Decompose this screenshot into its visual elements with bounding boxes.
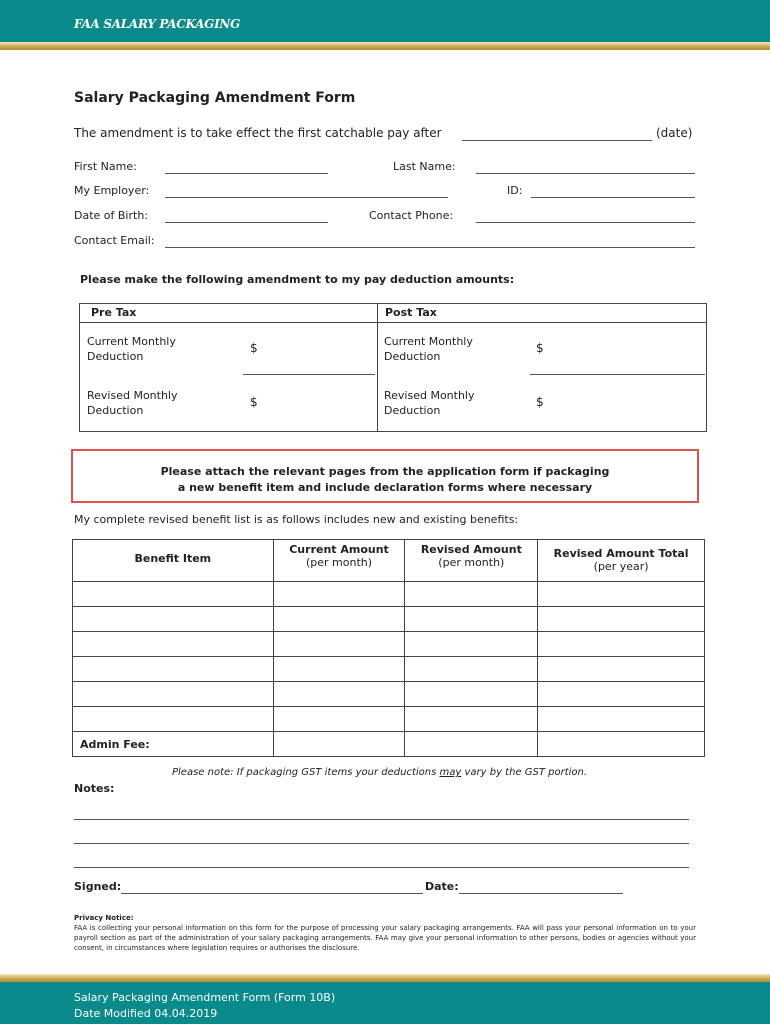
table-row[interactable] bbox=[73, 607, 705, 632]
post-current-label: Current Monthly Deduction bbox=[384, 335, 473, 363]
pre-revised-label: Revised Monthly Deduction bbox=[87, 389, 178, 417]
pre-current-amount-field[interactable] bbox=[243, 374, 375, 375]
dob-label: Date of Birth: bbox=[74, 209, 149, 222]
signed-label: Signed: bbox=[74, 880, 122, 893]
notes-line-2[interactable] bbox=[74, 843, 689, 844]
header-title: FAA SALARY PACKAGING bbox=[74, 17, 241, 31]
table-row[interactable] bbox=[73, 582, 705, 607]
form-title: Salary Packaging Amendment Form bbox=[74, 90, 356, 106]
deduction-heading: Please make the following amendment to my pay deduction amounts: bbox=[80, 273, 515, 286]
admin-fee-row[interactable]: Admin Fee: bbox=[73, 732, 705, 757]
header-gold-bar bbox=[0, 42, 770, 50]
pre-tax-header: Pre Tax bbox=[91, 306, 137, 319]
id-field[interactable] bbox=[531, 197, 695, 198]
table-row[interactable] bbox=[73, 707, 705, 732]
phone-field[interactable] bbox=[476, 222, 695, 223]
deduction-table bbox=[79, 303, 707, 432]
notes-label: Notes: bbox=[74, 782, 115, 795]
gst-note: Please note: If packaging GST items your deductions may vary by the GST portion. bbox=[172, 767, 588, 778]
page-footer bbox=[0, 982, 770, 1024]
benefit-table bbox=[72, 539, 705, 757]
last-name-label: Last Name: bbox=[393, 160, 456, 173]
email-label: Contact Email: bbox=[74, 234, 155, 247]
dob-field[interactable] bbox=[165, 222, 328, 223]
phone-label: Contact Phone: bbox=[369, 209, 454, 222]
employer-label: My Employer: bbox=[74, 184, 150, 197]
first-name-field[interactable] bbox=[165, 173, 328, 174]
table-row[interactable] bbox=[73, 657, 705, 682]
first-name-label: First Name: bbox=[74, 160, 137, 173]
notes-line-1[interactable] bbox=[74, 819, 689, 820]
footer-gold-bar bbox=[0, 974, 770, 982]
last-name-field[interactable] bbox=[476, 173, 695, 174]
privacy-notice bbox=[74, 913, 696, 953]
employer-field[interactable] bbox=[165, 197, 448, 198]
page-header bbox=[0, 0, 770, 42]
post-current-amount-field[interactable] bbox=[530, 374, 705, 375]
table-row[interactable] bbox=[73, 682, 705, 707]
pre-current-label: Current Monthly Deduction bbox=[87, 335, 176, 363]
post-revised-label: Revised Monthly Deduction bbox=[384, 389, 475, 417]
notes-line-3[interactable] bbox=[74, 867, 689, 868]
intro-text: The amendment is to take effect the first catchable pay after bbox=[74, 126, 442, 140]
privacy-title: Privacy Notice: bbox=[74, 914, 134, 922]
table-row[interactable] bbox=[73, 632, 705, 657]
attach-notice: Please attach the relevant pages from the application form if packaging a new benefit item and include declaration forms where necessary bbox=[71, 449, 699, 503]
footer-date-modified: Date Modified 04.04.2019 bbox=[74, 1007, 218, 1020]
privacy-text: FAA is collecting your personal information on this form for the purpose of processing your salary packaging arrangements. FAA will pass your personal information on to your payroll section as part of the administration of your salary packaging arrangements. FAA may give your personal information to other persons, bodies or agencies without your consent, in circumstances where legislation requires or authorises the disclosure. bbox=[74, 924, 696, 952]
effective-date-field[interactable] bbox=[462, 140, 652, 141]
post-current-currency: $ bbox=[536, 341, 544, 355]
pre-revised-currency: $ bbox=[250, 395, 258, 409]
post-revised-currency: $ bbox=[536, 395, 544, 409]
email-field[interactable] bbox=[165, 247, 695, 248]
post-tax-header: Post Tax bbox=[385, 306, 437, 319]
pre-current-currency: $ bbox=[250, 341, 258, 355]
signed-date-field[interactable] bbox=[459, 893, 623, 894]
benefit-intro: My complete revised benefit list is as follows includes new and existing benefits: bbox=[74, 513, 519, 526]
date-label: Date: bbox=[425, 880, 459, 893]
id-label: ID: bbox=[507, 184, 523, 197]
benefit-table-header: Benefit Item Current Amount (per month) Revised Amount (per month) Revised Amount Total (per year) bbox=[73, 540, 705, 582]
signature-field[interactable] bbox=[121, 893, 423, 894]
date-suffix: (date) bbox=[656, 126, 693, 140]
footer-form-name: Salary Packaging Amendment Form (Form 10B) bbox=[74, 991, 336, 1004]
